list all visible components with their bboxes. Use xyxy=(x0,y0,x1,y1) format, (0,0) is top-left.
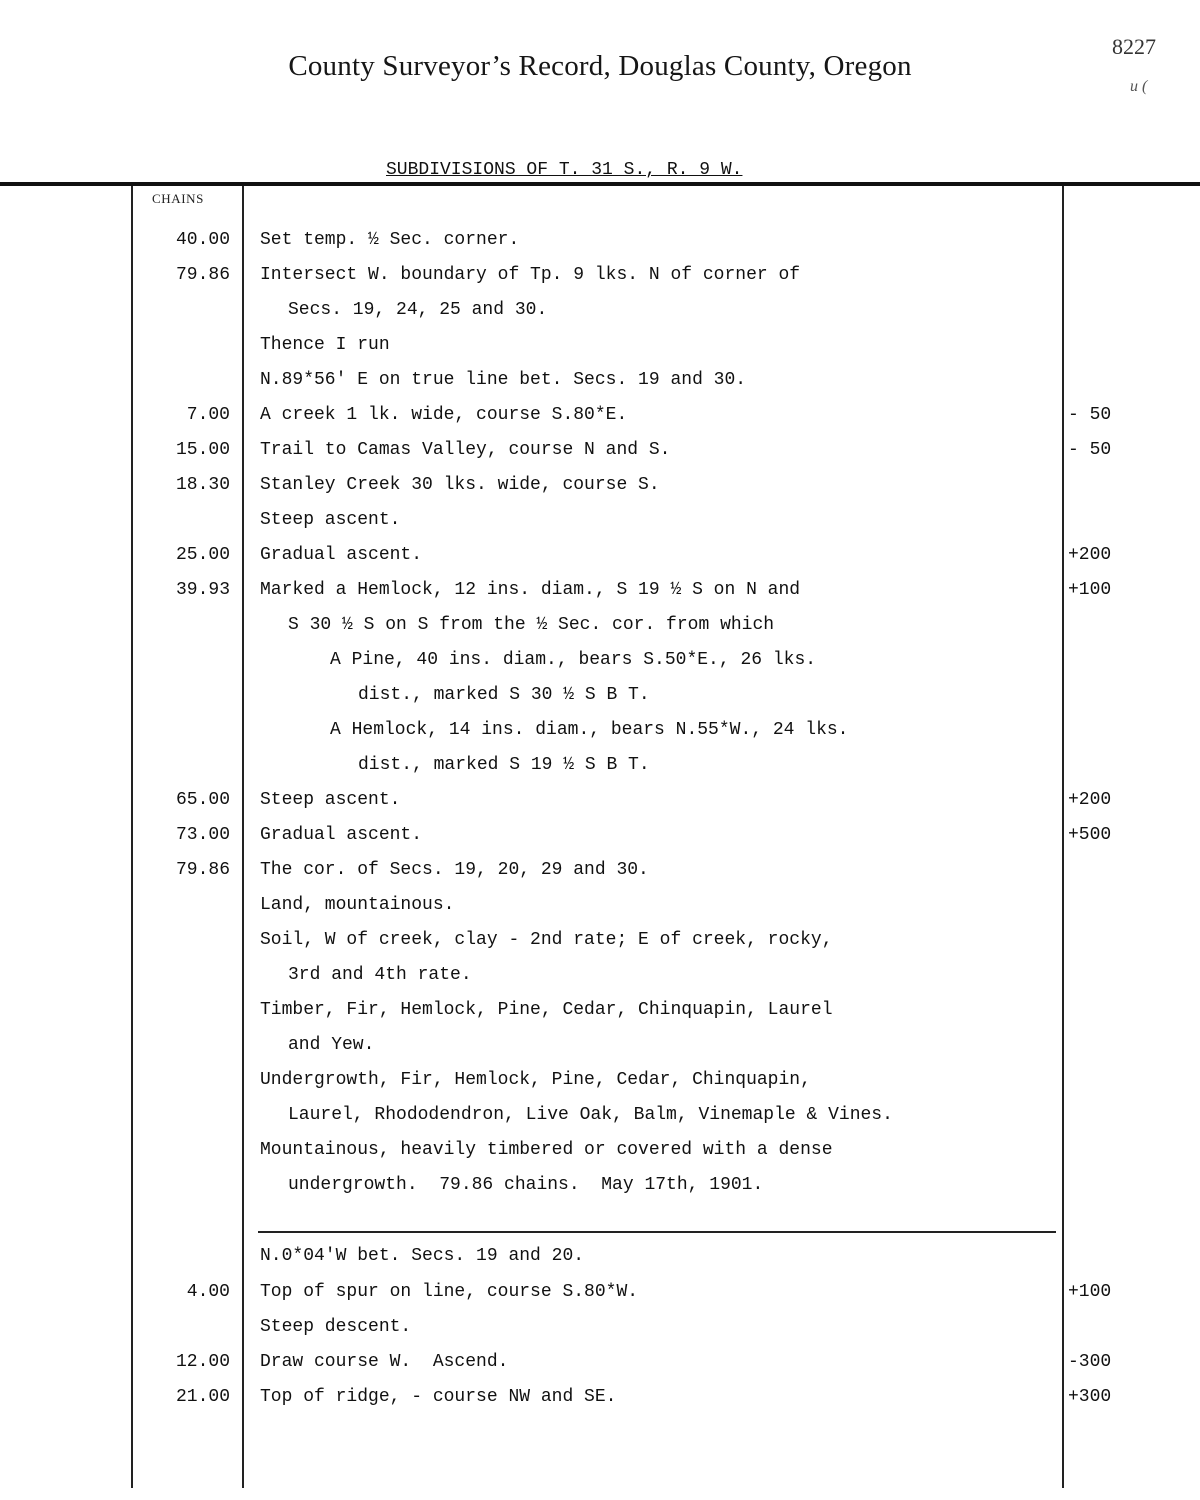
table-row xyxy=(0,790,1200,820)
table-row xyxy=(0,230,1200,260)
table-row xyxy=(0,1140,1200,1170)
table-row xyxy=(0,895,1200,925)
chain-distance: 21.00 xyxy=(175,1387,230,1407)
field-note-text: A Pine, 40 ins. diam., bears S.50*E., 26 lks. xyxy=(330,650,817,670)
table-row xyxy=(0,580,1200,610)
table-row xyxy=(0,860,1200,890)
field-note-text: 3rd and 4th rate. xyxy=(288,965,472,985)
table-row xyxy=(0,755,1200,785)
field-note-text: Undergrowth, Fir, Hemlock, Pine, Cedar, Chinquapin, xyxy=(260,1070,811,1090)
elevation-change: -300 xyxy=(1068,1352,1112,1372)
field-note-text: Intersect W. boundary of Tp. 9 lks. N of corner of xyxy=(260,265,801,285)
page-handwritten-mark: u ( xyxy=(1130,78,1148,95)
field-note-text: Steep descent. xyxy=(260,1317,412,1337)
field-note-text: N.0*04'W bet. Secs. 19 and 20. xyxy=(260,1246,585,1266)
elevation-change: +500 xyxy=(1068,825,1112,845)
table-row xyxy=(0,1352,1200,1382)
table-row xyxy=(0,1246,1200,1276)
chain-distance: 25.00 xyxy=(175,545,230,565)
table-row xyxy=(0,1105,1200,1135)
elevation-change: - 50 xyxy=(1068,440,1112,460)
table-row xyxy=(0,405,1200,435)
table-row xyxy=(0,685,1200,715)
table-row xyxy=(0,1387,1200,1417)
field-note-text: A Hemlock, 14 ins. diam., bears N.55*W., 24 lks. xyxy=(330,720,849,740)
elevation-change: +100 xyxy=(1068,580,1112,600)
chain-distance: 79.86 xyxy=(175,265,230,285)
field-note-text: Gradual ascent. xyxy=(260,545,423,565)
table-row xyxy=(0,825,1200,855)
table-row xyxy=(0,300,1200,330)
chain-distance: 79.86 xyxy=(175,860,230,880)
field-note-text: Set temp. ½ Sec. corner. xyxy=(260,230,520,250)
table-row xyxy=(0,370,1200,400)
table-row xyxy=(0,1282,1200,1312)
field-note-text: dist., marked S 19 ½ S B T. xyxy=(358,755,650,775)
field-note-text: Steep ascent. xyxy=(260,790,401,810)
chain-distance: 73.00 xyxy=(175,825,230,845)
chains-column-header: CHAINS xyxy=(152,191,204,206)
field-note-text: dist., marked S 30 ½ S B T. xyxy=(358,685,650,705)
table-row xyxy=(0,615,1200,645)
table-row xyxy=(0,1317,1200,1347)
field-note-text: Mountainous, heavily timbered or covered with a dense xyxy=(260,1140,833,1160)
entry-divider xyxy=(258,1231,1056,1233)
field-note-text: Top of ridge, - course NW and SE. xyxy=(260,1387,617,1407)
field-note-text: Marked a Hemlock, 12 ins. diam., S 19 ½ S on N and xyxy=(260,580,801,600)
table-row xyxy=(0,1175,1200,1205)
table-row xyxy=(0,475,1200,505)
field-note-text: Thence I run xyxy=(260,335,390,355)
table-row xyxy=(0,1070,1200,1100)
field-note-text: The cor. of Secs. 19, 20, 29 and 30. xyxy=(260,860,649,880)
chain-distance: 18.30 xyxy=(175,475,230,495)
chain-distance: 4.00 xyxy=(186,1282,230,1302)
chain-distance: 39.93 xyxy=(175,580,230,600)
elevation-change: +300 xyxy=(1068,1387,1112,1407)
table-row xyxy=(0,545,1200,575)
field-note-text: Timber, Fir, Hemlock, Pine, Cedar, Chinquapin, Laurel xyxy=(260,1000,833,1020)
field-note-text: and Yew. xyxy=(288,1035,375,1055)
field-note-text: Laurel, Rhododendron, Live Oak, Balm, Vinemaple & Vines. xyxy=(288,1105,893,1125)
field-note-text: A creek 1 lk. wide, course S.80*E. xyxy=(260,405,628,425)
table-row xyxy=(0,440,1200,470)
chain-distance: 7.00 xyxy=(186,405,230,425)
field-note-text: N.89*56' E on true line bet. Secs. 19 and 30. xyxy=(260,370,747,390)
elevation-change: - 50 xyxy=(1068,405,1112,425)
table-row xyxy=(0,720,1200,750)
field-note-text: S 30 ½ S on S from the ½ Sec. cor. from which xyxy=(288,615,775,635)
field-note-text: Gradual ascent. xyxy=(260,825,423,845)
section-title: SUBDIVISIONS OF T. 31 S., R. 9 W. xyxy=(386,160,743,180)
field-note-text: Secs. 19, 24, 25 and 30. xyxy=(288,300,548,320)
page-header-title: County Surveyor’s Record, Douglas County, Oregon xyxy=(288,50,912,82)
table-row xyxy=(0,335,1200,365)
field-note-text: Top of spur on line, course S.80*W. xyxy=(260,1282,639,1302)
elevation-change: +200 xyxy=(1068,545,1112,565)
chain-distance: 65.00 xyxy=(175,790,230,810)
field-note-text: undergrowth. 79.86 chains. May 17th, 1901. xyxy=(288,1175,764,1195)
field-note-text: Soil, W of creek, clay - 2nd rate; E of creek, rocky, xyxy=(260,930,833,950)
chain-distance: 12.00 xyxy=(175,1352,230,1372)
chain-distance: 15.00 xyxy=(175,440,230,460)
table-row xyxy=(0,1035,1200,1065)
chain-distance: 40.00 xyxy=(175,230,230,250)
field-note-text: Trail to Camas Valley, course N and S. xyxy=(260,440,671,460)
field-note-text: Land, mountainous. xyxy=(260,895,455,915)
field-note-text: Steep ascent. xyxy=(260,510,401,530)
top-rule xyxy=(0,182,1200,186)
table-row xyxy=(0,265,1200,295)
table-row xyxy=(0,510,1200,540)
field-note-text: Draw course W. Ascend. xyxy=(260,1352,509,1372)
table-row xyxy=(0,930,1200,960)
table-row xyxy=(0,650,1200,680)
elevation-change: +200 xyxy=(1068,790,1112,810)
page-number: 8227 xyxy=(1112,34,1156,59)
table-row xyxy=(0,1000,1200,1030)
elevation-change: +100 xyxy=(1068,1282,1112,1302)
table-row xyxy=(0,965,1200,995)
field-note-text: Stanley Creek 30 lks. wide, course S. xyxy=(260,475,660,495)
